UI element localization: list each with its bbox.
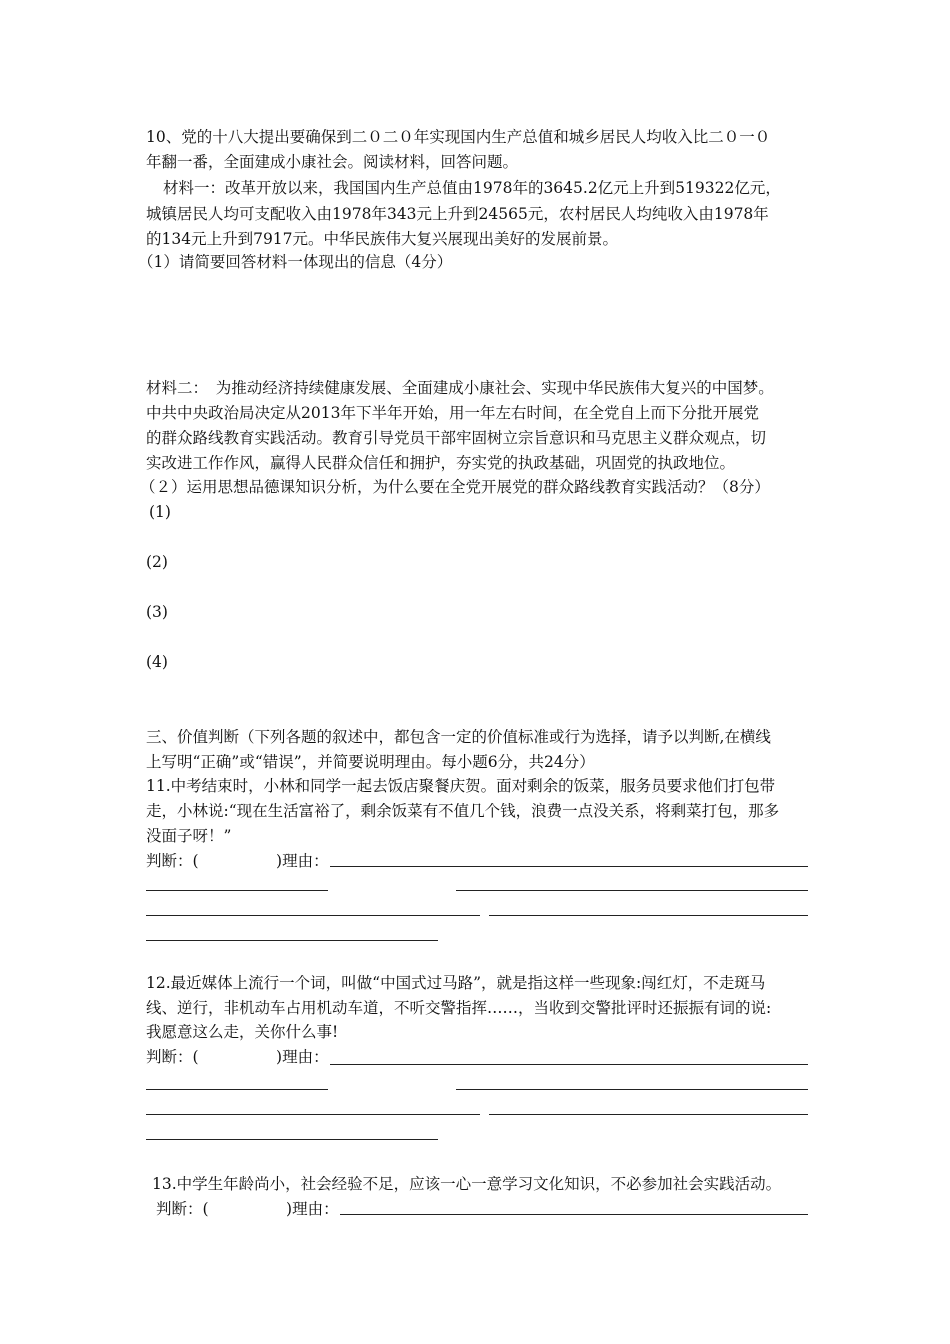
q12-line-1: 12.最近媒体上流行一个词，叫做“中国式过马路”，就是指这样一些现象:闯红灯，不走斑马: [146, 974, 766, 992]
material2-line-3: 的群众路线教育实践活动。教育引导党员干部牢固树立宗旨意识和马克思主义群众观点，切: [146, 429, 767, 447]
material2-line-1: 材料二： 为推动经济持续健康发展、全面建成小康社会、实现中华民族伟大复兴的中国梦。: [146, 379, 774, 397]
answer-label-3: (3): [146, 603, 168, 621]
q12-line-3: 我愿意这么走，关你什么事!: [146, 1023, 339, 1041]
q12-reason-line-3b[interactable]: [489, 1114, 808, 1115]
q12-reason-line-2b[interactable]: [456, 1089, 808, 1090]
material2-line-4: 实改进工作作风，赢得人民群众信任和拥护，夯实党的执政基础，巩固党的执政地位。: [146, 454, 736, 472]
material1-line-3: 的134元上升到7917元。中华民族伟大复兴展现出美好的发展前景。: [146, 230, 619, 248]
q13-judge-label: 判断：( )理由：: [156, 1200, 339, 1218]
q11-reason-line-2b[interactable]: [456, 890, 808, 891]
section3-heading-line-2: 上写明“正确”或“错误”，并简要说明理由。每小题6分，共24分）: [146, 753, 595, 771]
q10-line-2: 年翻一番，全面建成小康社会。阅读材料，回答问题。: [146, 153, 519, 171]
q10-subquestion-2: （２）运用思想品德课知识分析，为什么要在全党开展党的群众路线教育实践活动？（8分）: [140, 478, 770, 496]
q11-reason-line-4[interactable]: [146, 940, 438, 941]
answer-label-1: (1): [149, 503, 171, 521]
q12-judge-label: 判断：( )理由：: [146, 1048, 329, 1066]
material2-line-2: 中共中央政治局决定从2013年下半年开始，用一年左右时间，在全党自上而下分批开展党: [146, 404, 759, 422]
q11-reason-line-3a[interactable]: [146, 915, 480, 916]
q12-reason-line-4[interactable]: [146, 1139, 438, 1140]
q12-reason-line-1[interactable]: [330, 1064, 808, 1065]
q13-text: 13.中学生年龄尚小，社会经验不足，应该一心一意学习文化知识，不必参加社会实践活动。: [152, 1175, 782, 1193]
q11-judge-label: 判断：( )理由：: [146, 852, 329, 870]
q12-reason-line-3a[interactable]: [146, 1114, 480, 1115]
q10-line-1: 10、党的十八大提出要确保到二０二０年实现国内生产总值和城乡居民人均收入比二０一０: [146, 128, 771, 146]
q11-line-2: 走，小林说:“现在生活富裕了，剩余饭菜有不值几个钱，浪费一点没关系，将剩菜打包，那多: [146, 802, 780, 820]
q11-reason-line-2a[interactable]: [146, 890, 328, 891]
q12-reason-line-2a[interactable]: [146, 1089, 328, 1090]
section3-heading-line-1: 三、价值判断（下列各题的叙述中，都包含一定的价值标准或行为选择，请予以判断,在横线: [146, 728, 771, 746]
q11-line-3: 没面子呀！”: [146, 827, 232, 845]
material1-line-2: 城镇居民人均可支配收入由1978年343元上升到24565元，农村居民人均纯收入由1978年: [146, 205, 769, 223]
q10-subquestion-1: （1）请简要回答材料一体现出的信息（4分）: [138, 253, 453, 271]
q12-line-2: 线、逆行，非机动车占用机动车道，不听交警指挥……，当收到交警批评时还振振有词的说:: [146, 999, 772, 1017]
q11-reason-line-1[interactable]: [330, 866, 808, 867]
material1-line-1: 材料一：改革开放以来，我国国内生产总值由1978年的3645.2亿元上升到519322亿元，: [163, 179, 781, 197]
answer-label-4: (4): [146, 653, 168, 671]
q11-line-1: 11.中考结束时，小林和同学一起去饭店聚餐庆贺。面对剩余的饭菜，服务员要求他们打包带: [146, 777, 776, 795]
q13-reason-line-1[interactable]: [340, 1214, 808, 1215]
q11-reason-line-3b[interactable]: [489, 915, 808, 916]
answer-label-2: (2): [146, 553, 168, 571]
